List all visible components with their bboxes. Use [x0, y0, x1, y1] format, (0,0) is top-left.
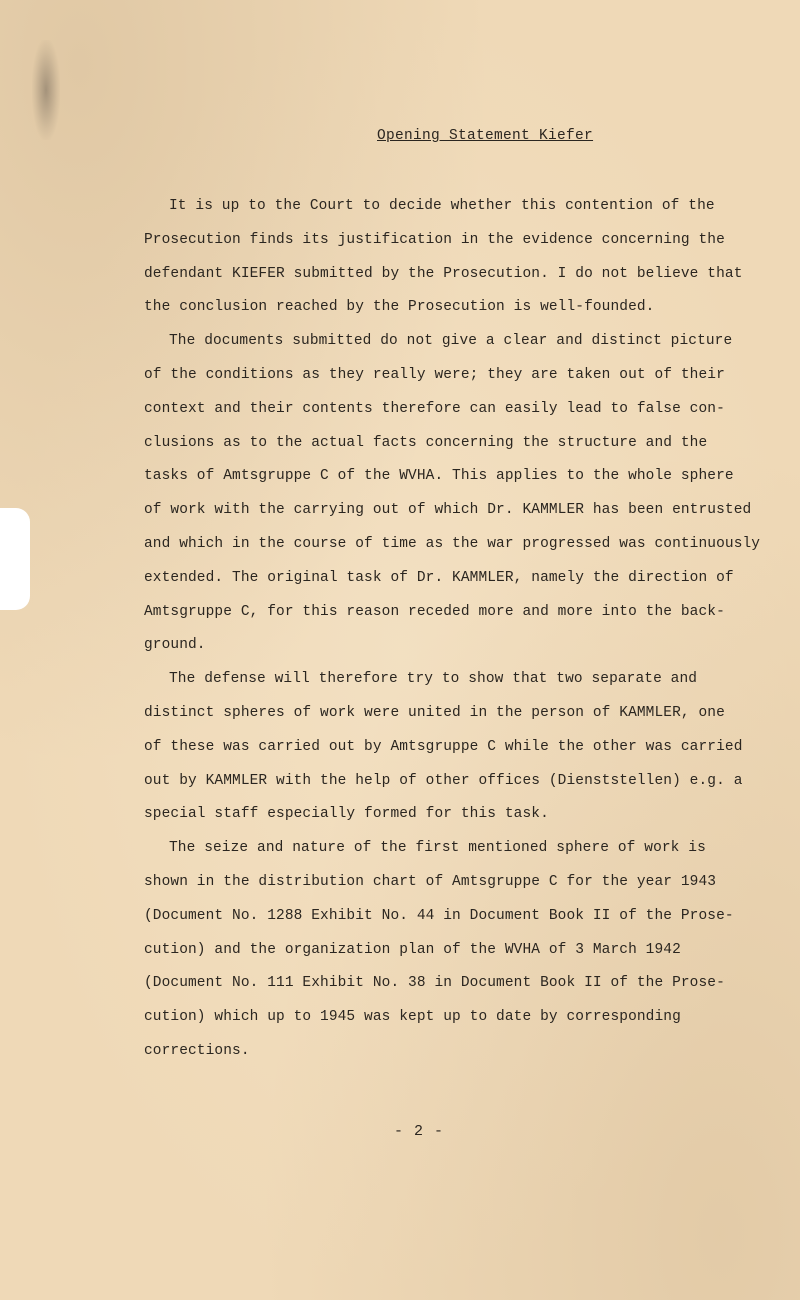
text-line: clusions as to the actual facts concerning the structure and the — [144, 434, 708, 451]
text-line: (Document No. 111 Exhibit No. 38 in Document Book II of the Prose- — [144, 975, 725, 992]
text-line: cution) which up to 1945 was kept up to date by corresponding — [144, 1009, 681, 1026]
text-line: Prosecution finds its justification in the evidence concerning the — [144, 231, 725, 248]
text-line: The seize and nature of the first mentioned sphere of work is — [169, 840, 706, 857]
text-line: Amtsgruppe C, for this reason receded more and more into the back- — [144, 603, 725, 620]
text-line: distinct spheres of work were united in the person of KAMMLER, one — [144, 704, 725, 721]
text-line: of the conditions as they really were; they are taken out of their — [144, 366, 725, 383]
text-line: of work with the carrying out of which Dr. KAMMLER has been entrusted — [144, 502, 752, 519]
document-heading: Opening Statement Kiefer — [377, 128, 594, 144]
text-line: The documents submitted do not give a clear and distinct picture — [169, 333, 733, 350]
text-line: corrections. — [144, 1042, 250, 1059]
text-line: defendant KIEFER submitted by the Prosecution. I do not believe that — [144, 265, 743, 282]
text-line: context and their contents therefore can easily lead to false con- — [144, 400, 725, 417]
page-number: - 2 - — [394, 1123, 445, 1140]
text-line: The defense will therefore try to show that two separate and — [169, 671, 698, 688]
text-line: tasks of Amtsgruppe C of the WVHA. This applies to the whole sphere — [144, 468, 734, 485]
binder-hole-smudge — [32, 40, 60, 140]
text-line: It is up to the Court to decide whether this contention of the — [169, 198, 715, 214]
text-line: (Document No. 1288 Exhibit No. 44 in Document Book II of the Prose- — [144, 907, 734, 924]
text-line: out by KAMMLER with the help of other offices (Dienststellen) e.g. a — [144, 772, 743, 789]
text-line: of these was carried out by Amtsgruppe C while the other was carried — [144, 738, 743, 755]
text-line: special staff especially formed for this task. — [144, 806, 549, 823]
text-line: and which in the course of time as the war progressed was continuously — [144, 535, 761, 552]
document-body — [144, 190, 761, 1069]
punched-hole — [0, 508, 30, 610]
text-line: cution) and the organization plan of the WVHA of 3 March 1942 — [144, 941, 681, 958]
text-line: ground. — [144, 637, 206, 654]
text-line: extended. The original task of Dr. KAMMLER, namely the direction of — [144, 569, 734, 586]
text-line: the conclusion reached by the Prosecution is well-founded. — [144, 299, 655, 316]
text-line: shown in the distribution chart of Amtsgruppe C for the year 1943 — [144, 873, 717, 890]
